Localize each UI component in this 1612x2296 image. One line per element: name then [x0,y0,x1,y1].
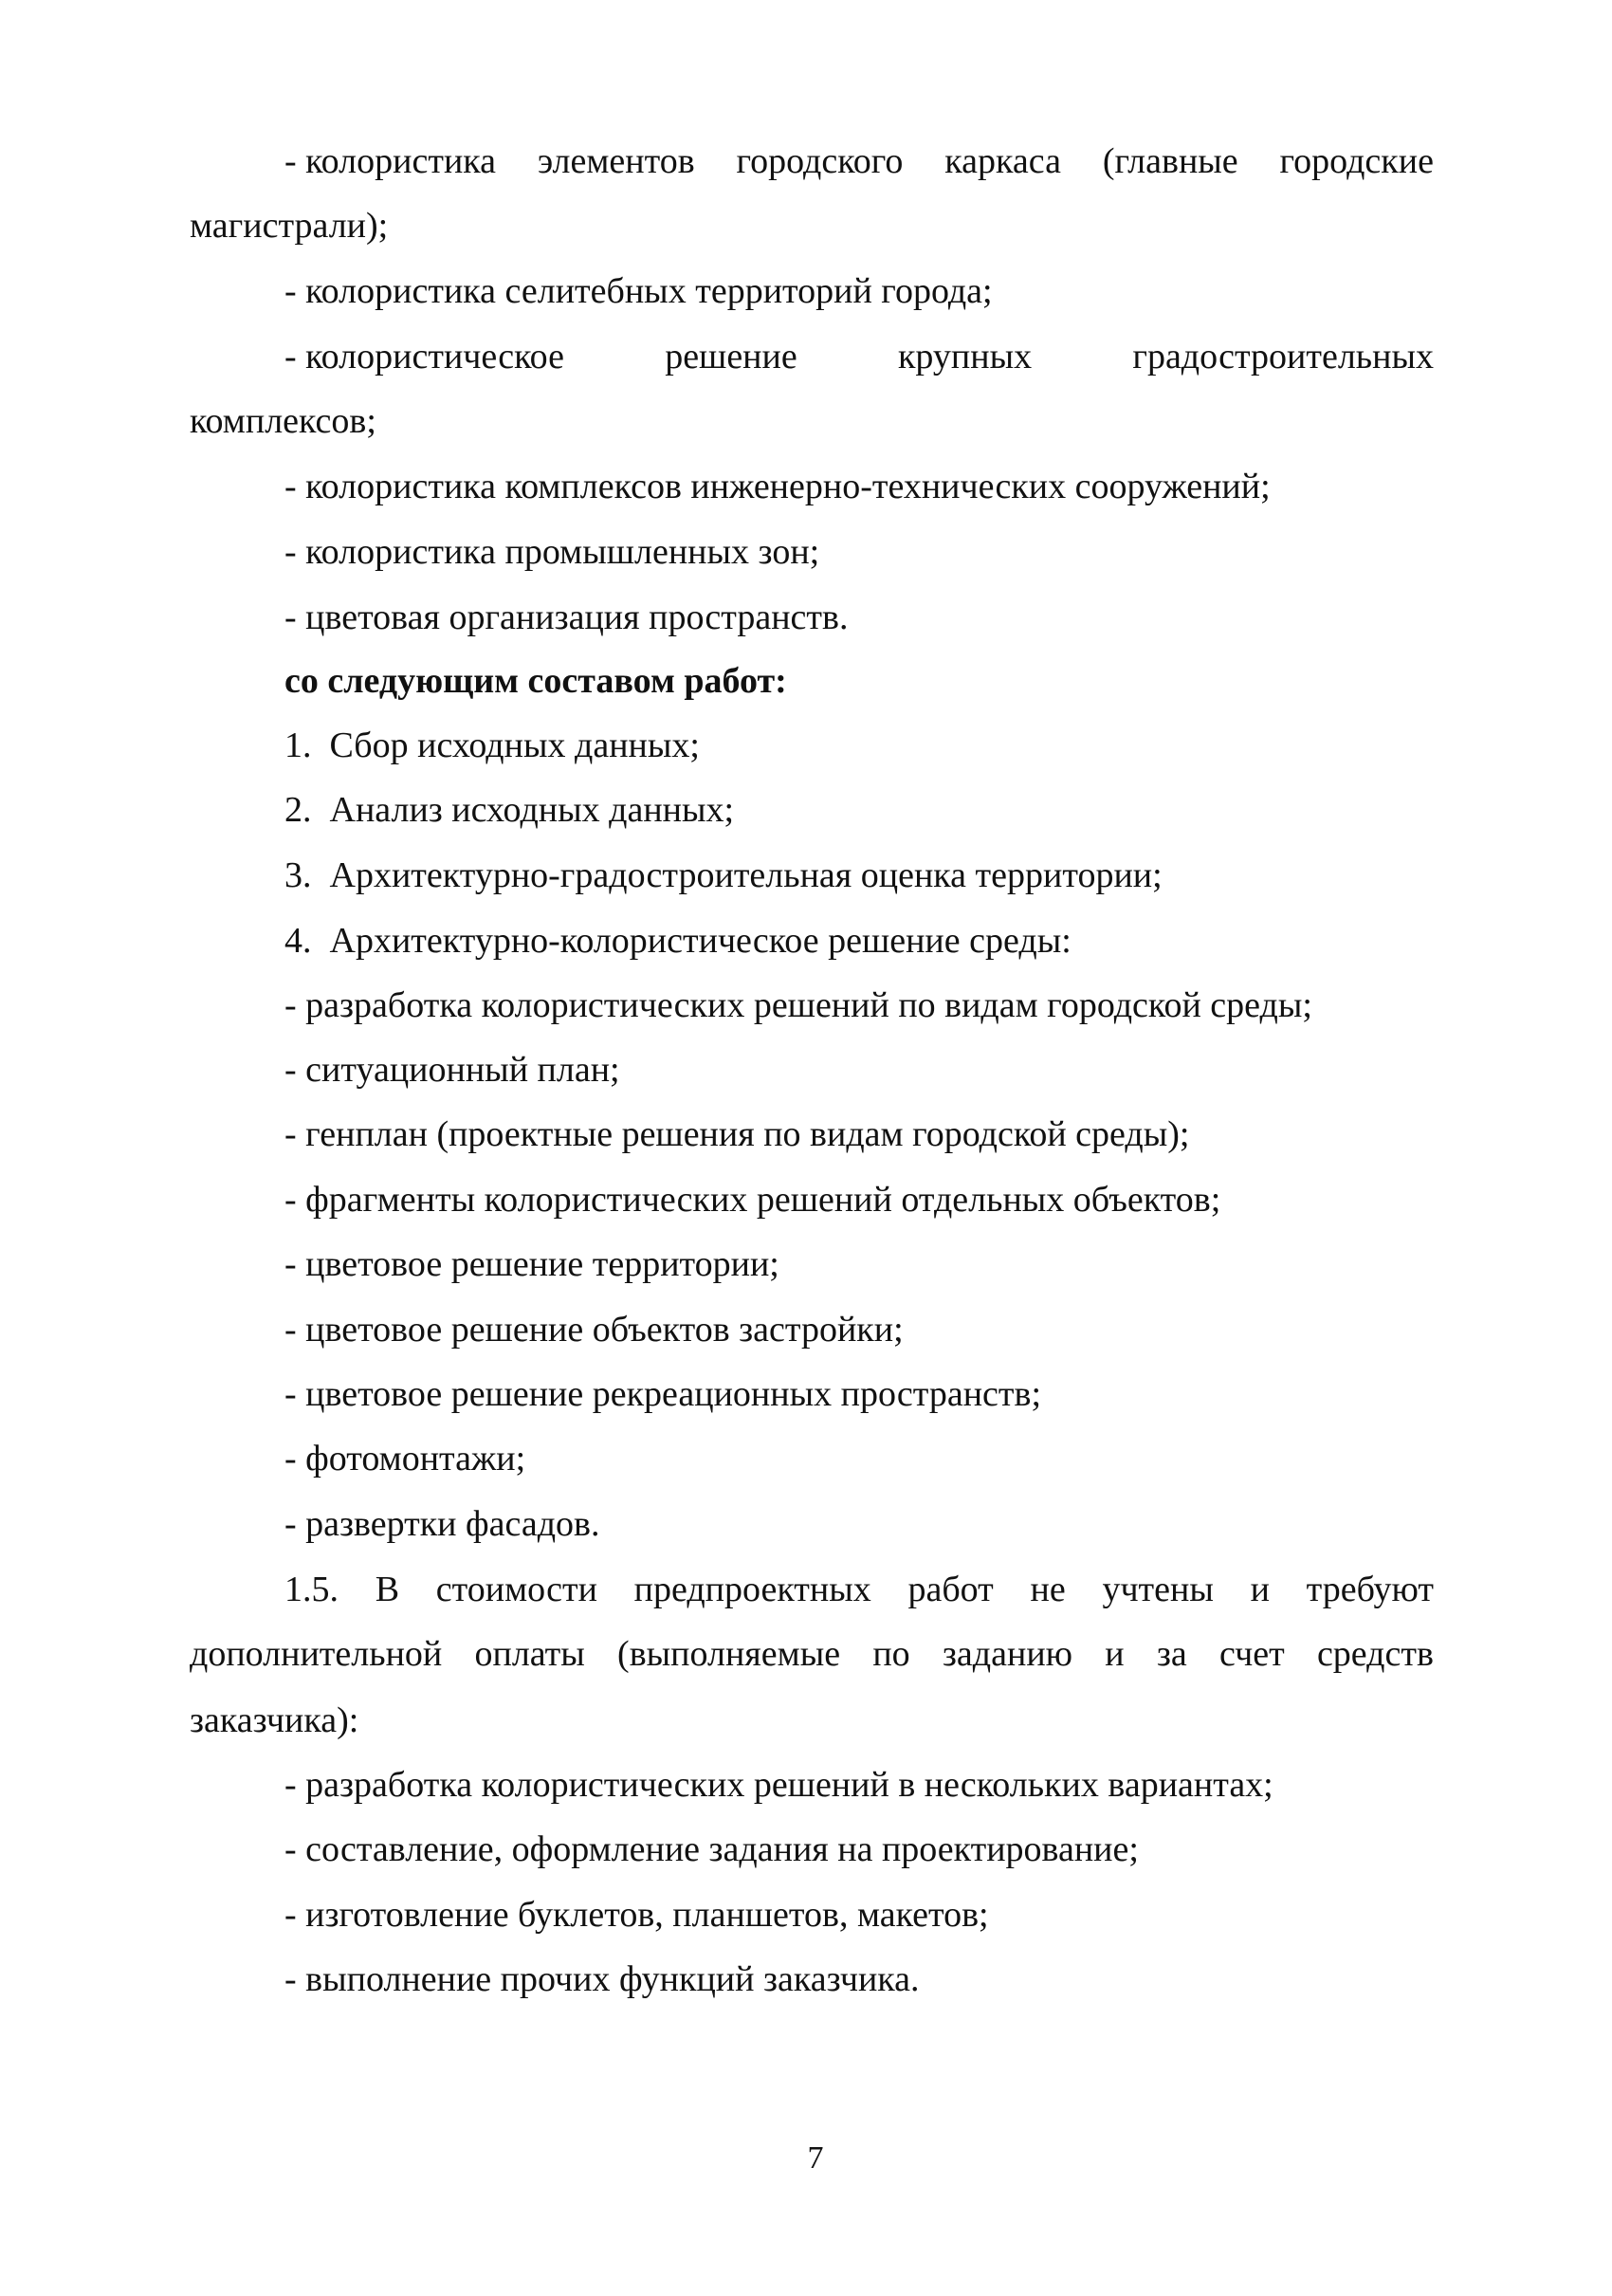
clause-1-5-line-1 [284,1567,1434,1612]
word: градостроительных [1132,337,1434,377]
word: за [1156,1634,1187,1674]
word: - колористическое [284,337,564,377]
word: не [1030,1570,1066,1609]
clause-1-5-item: - разработка колористических решений в нескольких вариантах; [284,1765,1273,1805]
clause-1-5-item: - составление, оформление задания на проектирование; [284,1829,1139,1869]
word: и [1105,1634,1125,1674]
word: по [872,1634,910,1674]
word: крупных [897,337,1033,377]
intro-item-3-line-1 [284,334,1434,379]
clause-1-5-item: - изготовление буклетов, планшетов, макетов; [284,1895,989,1935]
word: В [375,1570,400,1609]
word: работ [907,1570,994,1609]
word: городского [736,141,904,181]
numbered-step-1: 1. Сбор исходных данных; [284,726,700,765]
intro-item-1-line-2: магистрали); [190,206,389,246]
word: заданию [942,1634,1073,1674]
clause-1-5-line-2 [190,1631,1434,1677]
step4-subitem: - цветовое решение рекреационных пространств; [284,1374,1042,1414]
word: предпроектных [633,1570,871,1609]
intro-item-2: - колористика селитебных территорий города; [284,271,993,311]
intro-item-6: - цветовая организация пространств. [284,597,849,637]
work-composition-heading: со следующим составом работ: [284,661,787,701]
clause-1-5-item: - выполнение прочих функций заказчика. [284,1959,920,1999]
word: городские [1279,141,1434,181]
word: счет [1219,1634,1285,1674]
step4-subitem: - фотомонтажи; [284,1439,526,1479]
numbered-step-4: 4. Архитектурно-колористическое решение среды: [284,921,1072,961]
clause-1-5-line-3: заказчика): [190,1700,359,1740]
word: 1.5. [284,1570,339,1609]
word: - колористика [284,141,497,181]
intro-item-1-line-1 [284,138,1434,184]
word: стоимости [435,1570,597,1609]
intro-item-5: - колористика промышленных зон; [284,532,820,572]
page-number: 7 [807,2140,824,2176]
numbered-step-3: 3. Архитектурно-градостроительная оценка территории; [284,855,1163,895]
intro-item-3-line-2: комплексов; [190,401,376,441]
step4-subitem: - цветовое решение территории; [284,1244,779,1284]
step4-subitem: - развертки фасадов. [284,1504,600,1544]
word: каркаса [944,141,1061,181]
word: оплаты [474,1634,585,1674]
step4-subitem: - разработка колористических решений по видам городской среды; [284,985,1312,1025]
word: элементов [537,141,695,181]
word: и [1250,1570,1270,1609]
numbered-step-2: 2. Анализ исходных данных; [284,790,735,830]
word: учтены [1102,1570,1214,1609]
word: (выполняемые [617,1634,841,1674]
intro-item-4: - колористика комплексов инженерно-технических сооружений; [284,467,1271,506]
step4-subitem: - генплан (проектные решения по видам городской среды); [284,1114,1190,1154]
step4-subitem: - ситуационный план; [284,1050,620,1090]
word: средств [1316,1634,1434,1674]
word: дополнительной [190,1634,443,1674]
word: решение [665,337,797,377]
step4-subitem: - цветовое решение объектов застройки; [284,1310,904,1350]
word: (главные [1102,141,1238,181]
word: требуют [1306,1570,1434,1609]
step4-subitem: - фрагменты колористических решений отдельных объектов; [284,1180,1221,1220]
